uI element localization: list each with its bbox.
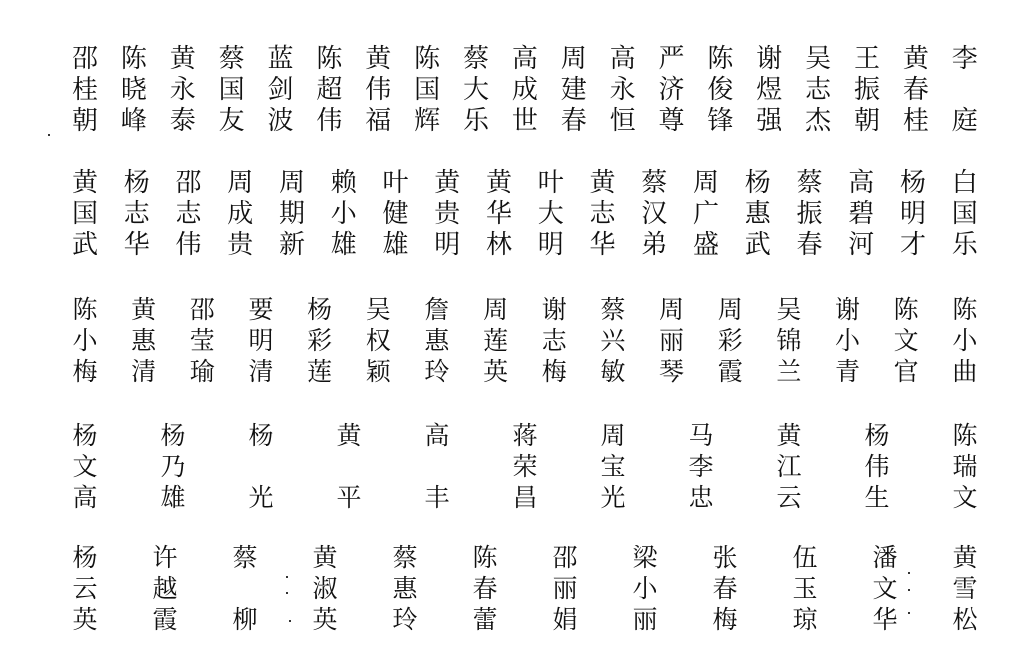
name-character: 春 [472, 574, 498, 603]
name-character: 蕾 [472, 605, 498, 634]
name-character: 周 [692, 168, 719, 198]
name-character: 华 [123, 230, 150, 260]
name-character: 要 [248, 295, 274, 324]
scan-speck [908, 572, 910, 574]
name-character: 雄 [330, 230, 357, 260]
name-character [230, 573, 260, 604]
name-character: 李 [951, 44, 978, 74]
name-character: 春 [796, 230, 823, 260]
name-character: 周 [227, 168, 254, 198]
name-character: 文 [952, 483, 978, 512]
name-character: 乃 [160, 452, 186, 481]
name-row [70, 168, 980, 199]
name-character: 英 [72, 605, 98, 634]
name-row [70, 356, 980, 387]
name-character: 强 [756, 106, 783, 136]
name-character: 松 [952, 605, 978, 634]
name-character: 琼 [792, 605, 818, 634]
name-character: 国 [71, 199, 98, 229]
name-character: 陈 [72, 295, 98, 324]
name-character: 黄 [336, 421, 362, 450]
name-character: 伟 [864, 452, 890, 481]
name-character: 杨 [123, 168, 150, 198]
name-character: 兴 [600, 326, 626, 355]
name-character: 彩 [717, 326, 743, 355]
name-character: 伟 [175, 230, 202, 260]
name-character: 邵 [175, 168, 202, 198]
name-character: 詹 [424, 295, 450, 324]
name-character: 蔡 [392, 543, 418, 572]
name-character: 锦 [776, 326, 802, 355]
name-character: 荣 [512, 452, 538, 481]
name-character: 蔡 [218, 44, 245, 74]
name-character: 杨 [248, 421, 274, 450]
name-character: 英 [483, 357, 509, 386]
name-character: 丰 [424, 483, 450, 512]
name-character: 大 [537, 199, 564, 229]
name-row [70, 294, 980, 325]
name-character [334, 451, 364, 482]
name-character: 梁 [632, 543, 658, 572]
name-character: 谢 [835, 295, 861, 324]
name-character: 武 [744, 230, 771, 260]
name-character: 弟 [641, 230, 668, 260]
name-character: 贵 [434, 199, 461, 229]
name-character: 杨 [72, 421, 98, 450]
name-character: 霞 [152, 605, 178, 634]
name-character: 高 [424, 421, 450, 450]
name-character: 明 [248, 326, 274, 355]
name-character: 济 [658, 75, 685, 105]
name-row [70, 542, 980, 573]
name-character: 李 [688, 452, 714, 481]
name-character: 辉 [414, 106, 441, 136]
name-character: 小 [72, 326, 98, 355]
name-row [70, 75, 980, 106]
name-character: 永 [169, 75, 196, 105]
name-character: 世 [511, 106, 538, 136]
name-character: 马 [688, 421, 714, 450]
name-character [950, 75, 980, 106]
name-character: 莹 [189, 326, 215, 355]
name-row [70, 420, 980, 451]
name-row [70, 106, 980, 137]
name-character: 期 [278, 199, 305, 229]
name-character: 玉 [792, 574, 818, 603]
name-character: 尊 [658, 106, 685, 136]
name-character: 光 [248, 483, 274, 512]
name-character: 煜 [756, 75, 783, 105]
name-character: 志 [805, 75, 832, 105]
name-character: 琴 [659, 357, 685, 386]
name-row [70, 230, 980, 261]
name-character: 张 [712, 543, 738, 572]
name-group-3 [70, 294, 980, 387]
name-character: 白 [951, 168, 978, 198]
name-group-5 [70, 542, 980, 635]
name-character: 雄 [160, 483, 186, 512]
name-character: 周 [560, 44, 587, 74]
name-character: 高 [609, 44, 636, 74]
name-character: 吴 [365, 295, 391, 324]
name-character: 蔡 [641, 168, 668, 198]
name-character: 蔡 [796, 168, 823, 198]
name-character: 梅 [712, 605, 738, 634]
scan-speck [48, 134, 50, 136]
name-character: 昌 [512, 483, 538, 512]
name-character: 杨 [744, 168, 771, 198]
name-character: 成 [511, 75, 538, 105]
scan-speck [286, 592, 288, 594]
name-row [70, 451, 980, 482]
name-character: 清 [131, 357, 157, 386]
name-character: 俊 [707, 75, 734, 105]
name-character: 晓 [120, 75, 147, 105]
name-character: 陈 [952, 421, 978, 450]
name-character: 忠 [688, 483, 714, 512]
name-character: 福 [365, 106, 392, 136]
name-character: 振 [853, 75, 880, 105]
name-character: 锋 [707, 106, 734, 136]
name-character: 惠 [744, 199, 771, 229]
name-character: 黄 [776, 421, 802, 450]
name-character: 志 [123, 199, 150, 229]
name-character: 高 [848, 168, 875, 198]
name-character: 陈 [414, 44, 441, 74]
name-character: 武 [71, 230, 98, 260]
name-character: 蔡 [462, 44, 489, 74]
name-character: 周 [659, 295, 685, 324]
name-character: 玲 [424, 357, 450, 386]
name-row [70, 44, 980, 75]
name-character: 广 [692, 199, 719, 229]
name-character: 蔡 [232, 543, 258, 572]
name-character: 敏 [600, 357, 626, 386]
name-character: 邵 [71, 44, 98, 74]
name-character: 越 [152, 574, 178, 603]
name-character: 平 [336, 483, 362, 512]
name-character: 陈 [893, 295, 919, 324]
name-row [70, 325, 980, 356]
scan-speck [908, 589, 910, 591]
name-character: 谢 [756, 44, 783, 74]
name-character: 柳 [232, 605, 258, 634]
name-character: 权 [365, 326, 391, 355]
scan-speck [908, 612, 910, 614]
name-row [70, 604, 980, 635]
name-character: 文 [72, 452, 98, 481]
name-character: 华 [872, 605, 898, 634]
name-character: 伟 [316, 106, 343, 136]
name-character: 宝 [600, 452, 626, 481]
name-character: 谢 [541, 295, 567, 324]
name-character: 瑞 [952, 452, 978, 481]
name-character: 碧 [848, 199, 875, 229]
name-character: 志 [541, 326, 567, 355]
name-character: 杰 [805, 106, 832, 136]
name-character: 盛 [692, 230, 719, 260]
name-character: 玲 [392, 605, 418, 634]
name-character: 陈 [952, 295, 978, 324]
name-character: 严 [658, 44, 685, 74]
name-character: 蔡 [600, 295, 626, 324]
name-character: 大 [462, 75, 489, 105]
name-character: 志 [175, 199, 202, 229]
name-character: 春 [712, 574, 738, 603]
name-character: 娟 [552, 605, 578, 634]
name-character: 小 [952, 326, 978, 355]
name-character: 超 [316, 75, 343, 105]
name-character: 伍 [792, 543, 818, 572]
name-character: 朝 [853, 106, 880, 136]
name-character: 黄 [169, 44, 196, 74]
name-character: 河 [848, 230, 875, 260]
name-character: 惠 [131, 326, 157, 355]
name-character: 吴 [776, 295, 802, 324]
name-group-4 [70, 420, 980, 513]
name-character: 英 [312, 605, 338, 634]
name-character: 友 [218, 106, 245, 136]
name-group-1 [70, 44, 980, 137]
name-character: 周 [278, 168, 305, 198]
name-character: 陈 [472, 543, 498, 572]
name-character: 汉 [641, 199, 668, 229]
name-character: 莲 [483, 326, 509, 355]
name-character: 颖 [365, 357, 391, 386]
name-character: 杨 [899, 168, 926, 198]
name-character: 杨 [864, 421, 890, 450]
name-character: 雪 [952, 574, 978, 603]
name-character: 江 [776, 452, 802, 481]
name-character: 生 [864, 483, 890, 512]
name-character: 桂 [71, 75, 98, 105]
name-character: 彩 [307, 326, 333, 355]
name-character: 黄 [485, 168, 512, 198]
name-character: 春 [560, 106, 587, 136]
name-character: 建 [560, 75, 587, 105]
name-character: 周 [717, 295, 743, 324]
name-character: 莲 [307, 357, 333, 386]
scan-speck [289, 620, 291, 622]
name-character: 国 [951, 199, 978, 229]
name-character: 梅 [541, 357, 567, 386]
name-character: 周 [600, 421, 626, 450]
name-character: 明 [899, 199, 926, 229]
name-row [70, 573, 980, 604]
name-character: 明 [537, 230, 564, 260]
name-character: 峰 [120, 106, 147, 136]
name-character: 黄 [71, 168, 98, 198]
name-character: 桂 [902, 106, 929, 136]
name-character: 丽 [659, 326, 685, 355]
name-character: 明 [434, 230, 461, 260]
name-character: 乐 [951, 230, 978, 260]
name-character: 许 [152, 543, 178, 572]
name-character: 新 [278, 230, 305, 260]
name-character: 云 [72, 574, 98, 603]
name-character: 朝 [71, 106, 98, 136]
name-character [246, 451, 276, 482]
name-character: 小 [632, 574, 658, 603]
name-character: 官 [893, 357, 919, 386]
name-character: 丽 [552, 574, 578, 603]
name-character: 高 [511, 44, 538, 74]
name-character: 黄 [131, 295, 157, 324]
name-character: 永 [609, 75, 636, 105]
name-character: 陈 [707, 44, 734, 74]
name-character: 成 [227, 199, 254, 229]
name-character: 邵 [552, 543, 578, 572]
name-character: 华 [589, 230, 616, 260]
name-character: 兰 [776, 357, 802, 386]
name-character: 小 [330, 199, 357, 229]
name-character: 曲 [952, 357, 978, 386]
name-character: 梅 [72, 357, 98, 386]
name-character: 黄 [312, 543, 338, 572]
name-character: 杨 [72, 543, 98, 572]
name-character: 庭 [951, 106, 978, 136]
name-character: 小 [835, 326, 861, 355]
name-character: 惠 [392, 574, 418, 603]
name-character: 黄 [952, 543, 978, 572]
name-character: 黄 [902, 44, 929, 74]
name-character: 黄 [365, 44, 392, 74]
scan-speck [286, 576, 288, 578]
name-character: 杨 [160, 421, 186, 450]
name-character: 清 [248, 357, 274, 386]
name-character: 瑜 [189, 357, 215, 386]
name-character: 剑 [267, 75, 294, 105]
name-character: 潘 [872, 543, 898, 572]
name-character: 高 [72, 483, 98, 512]
name-character: 叶 [537, 168, 564, 198]
name-character: 国 [414, 75, 441, 105]
name-character: 伟 [365, 75, 392, 105]
name-character: 华 [485, 199, 512, 229]
name-character: 淑 [312, 574, 338, 603]
name-character: 文 [872, 574, 898, 603]
name-character: 云 [776, 483, 802, 512]
name-character: 春 [902, 75, 929, 105]
name-character: 林 [485, 230, 512, 260]
name-row [70, 199, 980, 230]
name-character: 吴 [805, 44, 832, 74]
name-character: 才 [899, 230, 926, 260]
name-character: 蓝 [267, 44, 294, 74]
name-character: 黄 [434, 168, 461, 198]
name-character: 青 [835, 357, 861, 386]
name-character: 国 [218, 75, 245, 105]
name-character: 邵 [189, 295, 215, 324]
name-character: 光 [600, 483, 626, 512]
name-character: 蒋 [512, 421, 538, 450]
name-character: 波 [267, 106, 294, 136]
name-character: 黄 [589, 168, 616, 198]
name-character: 文 [893, 326, 919, 355]
name-character: 乐 [462, 106, 489, 136]
name-character: 丽 [632, 605, 658, 634]
name-character: 雄 [382, 230, 409, 260]
name-character: 陈 [120, 44, 147, 74]
name-character: 惠 [424, 326, 450, 355]
name-row [70, 482, 980, 513]
name-character: 王 [853, 44, 880, 74]
name-character: 周 [483, 295, 509, 324]
name-character [422, 451, 452, 482]
name-character: 志 [589, 199, 616, 229]
name-group-2 [70, 168, 980, 261]
name-character: 霞 [717, 357, 743, 386]
name-character: 陈 [316, 44, 343, 74]
name-character: 赖 [330, 168, 357, 198]
name-character: 健 [382, 199, 409, 229]
name-character: 叶 [382, 168, 409, 198]
name-character: 振 [796, 199, 823, 229]
name-character: 恒 [609, 106, 636, 136]
name-character: 泰 [169, 106, 196, 136]
name-character: 贵 [227, 230, 254, 260]
name-character: 杨 [307, 295, 333, 324]
